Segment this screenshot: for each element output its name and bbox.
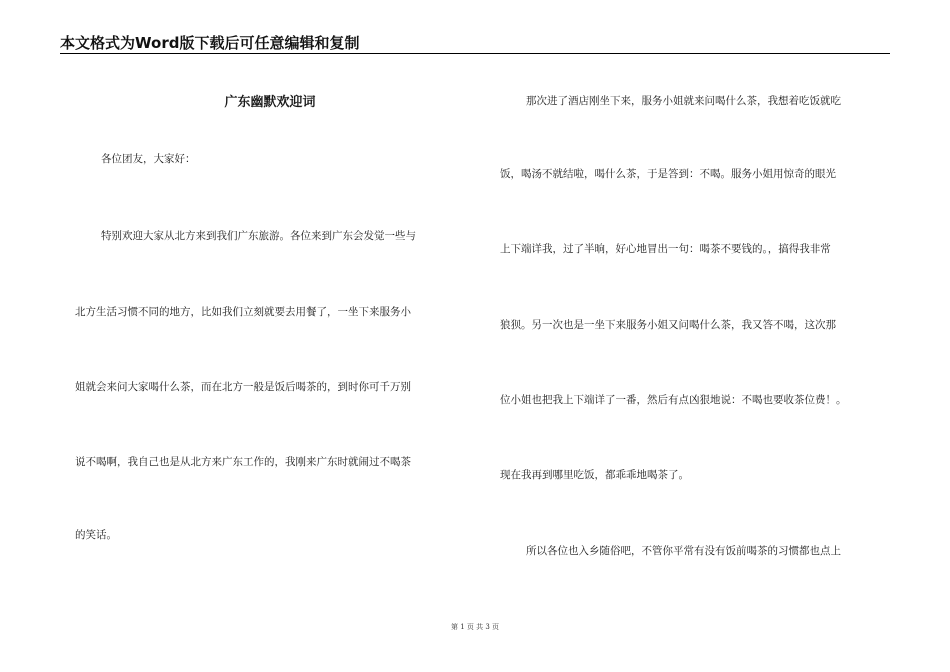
- paragraph-line: 狼狈。另一次也是一坐下来服务小姐又问喝什么茶，我又答不喝，这次那: [500, 319, 836, 331]
- paragraph-line: 的笑话。: [75, 529, 117, 541]
- left-column: [75, 0, 465, 672]
- paragraph-line: 所以各位也入乡随俗吧，不管你平常有没有饭前喝茶的习惯都也点上: [526, 545, 841, 557]
- paragraph-line: 饭，喝汤不就结啦，喝什么茶，于是答到：不喝。服务小姐用惊奇的眼光: [500, 168, 836, 180]
- paragraph-line: 姐就会来问大家喝什么茶，而在北方一般是饭后喝茶的，到时你可千万别: [75, 381, 411, 393]
- paragraph-line: 现在我再到哪里吃饭，都乖乖地喝茶了。: [500, 469, 689, 481]
- paragraph-line: 北方生活习惯不同的地方，比如我们立刻就要去用餐了，一坐下来服务小: [75, 306, 411, 318]
- page-number: 第 1 页 共 3 页: [450, 623, 500, 631]
- paragraph-line: 特别欢迎大家从北方来到我们广东旅游。各位来到广东会发觉一些与: [101, 230, 416, 242]
- paragraph-line: 上下端详我，过了半晌，好心地冒出一句：喝茶不要钱的。，搞得我非常: [500, 243, 831, 255]
- paragraph-line: 那次进了酒店刚坐下来，服务小姐就来问喝什么茶，我想着吃饭就吃: [526, 95, 841, 107]
- paragraph-line: 说不喝啊，我自己也是从北方来广东工作的，我刚来广东时就闹过不喝茶: [75, 456, 411, 468]
- greeting-line: 各位团友，大家好：: [101, 153, 196, 165]
- paragraph-line: 位小姐也把我上下端详了一番，然后有点凶狠地说：不喝也要收茶位费！。: [500, 394, 847, 406]
- right-column: [500, 0, 892, 672]
- header-notice: 本文格式为Word版下载后可任意编辑和复制: [60, 34, 360, 52]
- document-title: 广东幽默欢迎词: [224, 95, 316, 110]
